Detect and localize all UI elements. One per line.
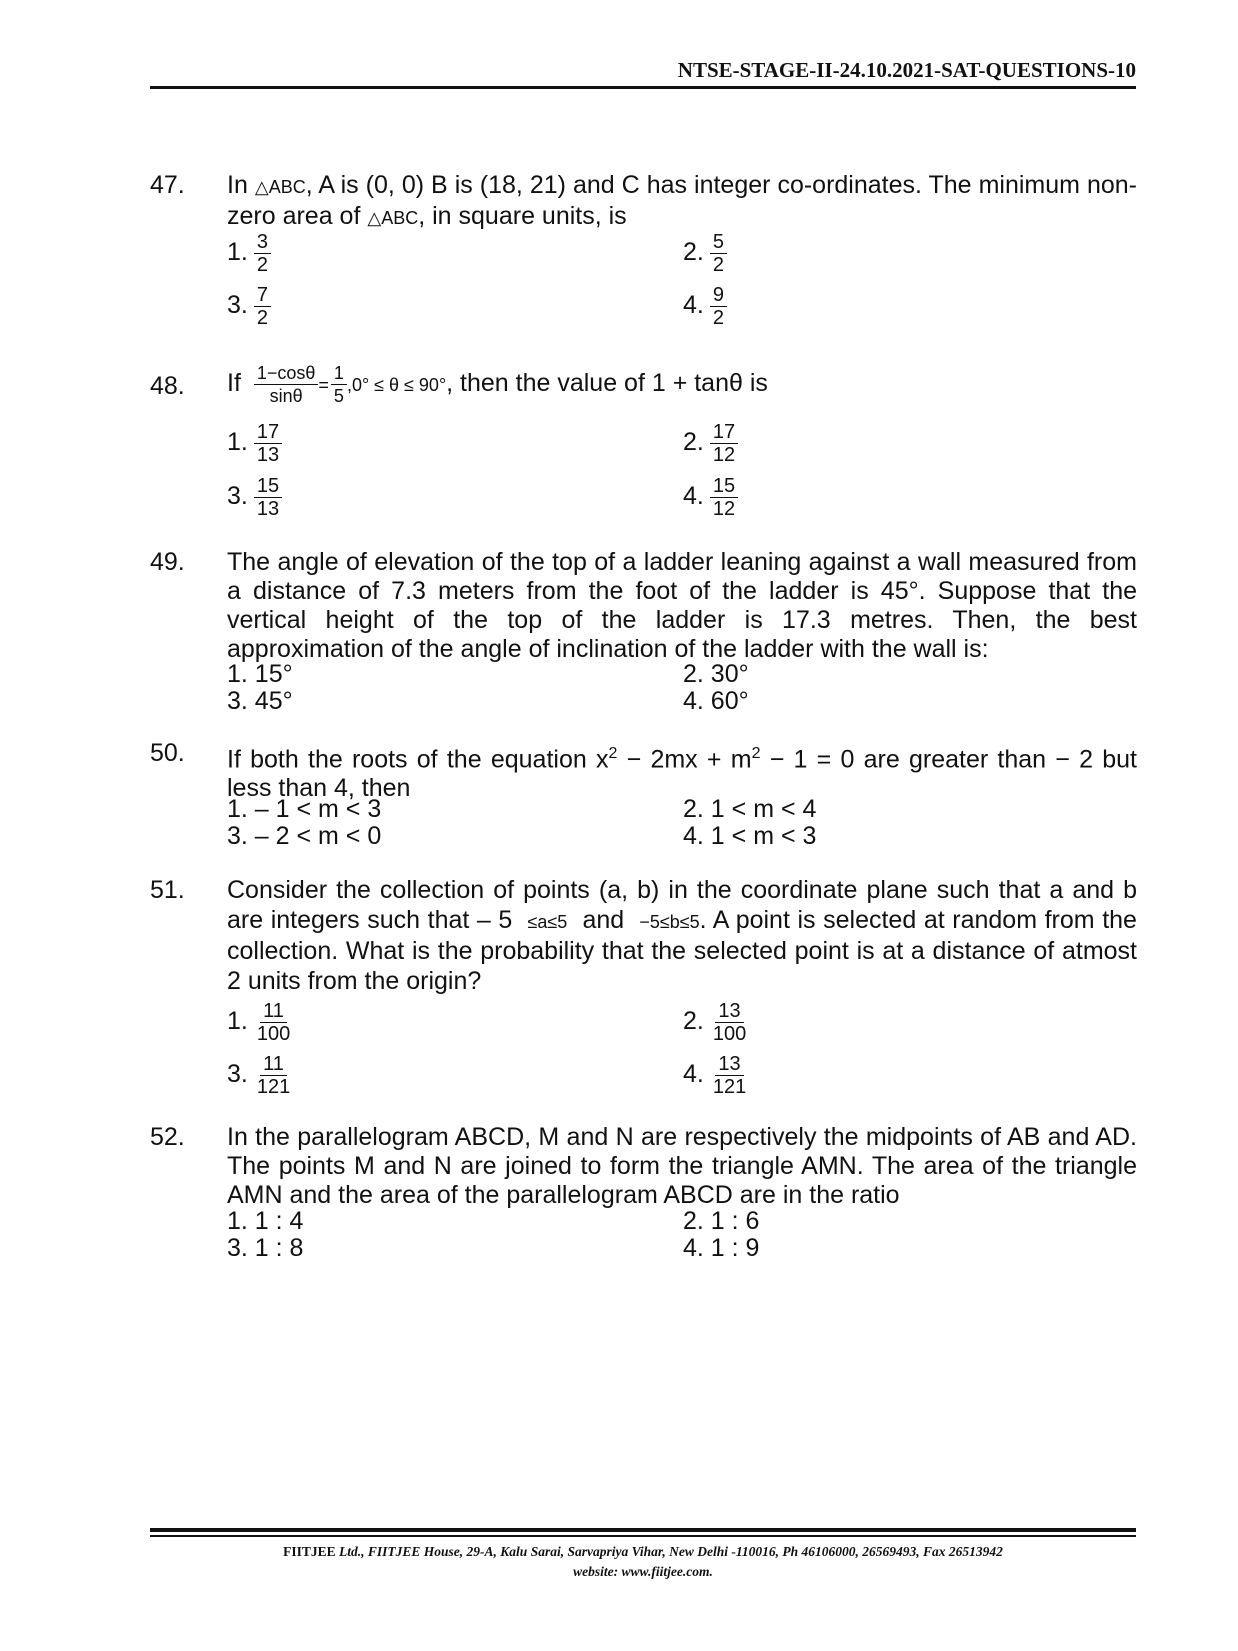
option-1[interactable]: 1. – 1 < m < 3 xyxy=(227,795,382,823)
option-1[interactable]: 1. 1 : 4 xyxy=(227,1207,304,1235)
option-4[interactable]: 4. 1 < m < 3 xyxy=(683,822,817,850)
fraction: $\frac{15}{12}$ xyxy=(710,475,738,520)
question-number: 48. xyxy=(150,372,185,400)
option-1[interactable]: 1. $\frac{3}{2}$ xyxy=(227,231,271,276)
triangle-symbol: △ABC xyxy=(254,177,306,197)
fraction: $\frac{17}{13}$ xyxy=(254,421,282,466)
fraction: $\frac{7}{2}$ xyxy=(254,284,271,329)
question-text: In △ABC, A is (0, 0) B is (18, 21) and C has integer co-ordinates. The minimum non-zero area of △ABC, in square units, is xyxy=(227,171,1137,230)
option-3[interactable]: 3. $\frac{11}{121}$ xyxy=(227,1053,293,1098)
option-2[interactable]: 2. $\frac{17}{12}$ xyxy=(683,421,738,466)
header-title: NTSE-STAGE-II-24.10.2021-SAT-QUESTIONS-10 xyxy=(677,58,1136,82)
option-3[interactable]: 3. – 2 < m < 0 xyxy=(227,822,382,850)
footer-website[interactable]: website: www.fiitjee.com. xyxy=(573,1564,713,1579)
fraction: $\frac{13}{100}$ xyxy=(712,1000,747,1045)
question-text: In the parallelogram ABCD, M and N are respectively the midpoints of AB and AD. The points M and N are joined to form the triangle AMN. The area of the triangle AMN and the area of the parallelogram ABCD are in the ratio xyxy=(227,1123,1137,1209)
option-1[interactable]: 1. $\frac{17}{13}$ xyxy=(227,421,282,466)
option-2[interactable]: 2. 1 : 6 xyxy=(683,1207,760,1235)
question-number: 50. xyxy=(150,739,185,767)
fraction: $\frac{11}{121}$ xyxy=(256,1053,291,1098)
fraction: $\frac{17}{12}$ xyxy=(710,421,738,466)
fraction: $\frac{9}{2}$ xyxy=(710,284,727,329)
fraction: $\frac{13}{121}$ xyxy=(712,1053,747,1098)
question-text: Consider the collection of points (a, b) in the coordinate plane such that a and b are integers such that – 5 ≤a≤5 and −5≤b≤5. A point is selected at random from the collection. What is the probability that the selected point is at a distance of atmost 2 units from the origin? xyxy=(227,876,1137,995)
option-1[interactable]: 1. 15° xyxy=(227,660,293,688)
option-1[interactable]: 1. $\frac{11}{100}$ xyxy=(227,1000,293,1045)
footer-address: FIITJEE Ltd., FIITJEE House, 29-A, Kalu Sarai, Sarvapriya Vihar, New Delhi -110016, Ph 46106000, 26569493, Fax 26513942 xyxy=(283,1544,1003,1559)
option-4[interactable]: 4. $\frac{13}{121}$ xyxy=(683,1053,749,1098)
fraction: $\frac{11}{100}$ xyxy=(256,1000,291,1045)
question-number: 52. xyxy=(150,1123,185,1151)
question-text: The angle of elevation of the top of a ladder leaning against a wall measured from a distance of 7.3 meters from the foot of the ladder is 45°. Suppose that the vertical height of the top of the ladder is 17.3 metres. Then, the best approximation of the angle of inclination of the ladder with the wall is: xyxy=(227,548,1137,663)
fraction: $\frac{1}{5}$ xyxy=(331,362,347,407)
fraction: $\frac{5}{2}$ xyxy=(710,231,727,276)
fraction: $\frac{15}{13}$ xyxy=(254,475,282,520)
fraction: $\frac{3}{2}$ xyxy=(254,231,271,276)
option-4[interactable]: 4. 1 : 9 xyxy=(683,1234,760,1262)
option-4[interactable]: 4. 60° xyxy=(683,687,749,715)
option-3[interactable]: 3. 45° xyxy=(227,687,293,715)
fraction: $\frac{1-\cos\theta}{\sin\theta}$ xyxy=(254,362,319,407)
option-3[interactable]: 3. $\frac{7}{2}$ xyxy=(227,284,271,329)
footer-divider xyxy=(150,1535,1136,1537)
footer-divider xyxy=(150,1528,1136,1532)
footer-brand: FIITJEE xyxy=(283,1544,336,1559)
option-4[interactable]: 4. $\frac{15}{12}$ xyxy=(683,475,738,520)
option-3[interactable]: 3. 1 : 8 xyxy=(227,1234,304,1262)
option-2[interactable]: 2. 30° xyxy=(683,660,749,688)
header-divider xyxy=(150,86,1136,89)
question-number: 47. xyxy=(150,171,185,199)
option-3[interactable]: 3. $\frac{15}{13}$ xyxy=(227,475,282,520)
option-2[interactable]: 2. 1 < m < 4 xyxy=(683,795,817,823)
question-number: 51. xyxy=(150,876,185,904)
triangle-symbol: △ABC xyxy=(367,208,419,228)
option-4[interactable]: 4. $\frac{9}{2}$ xyxy=(683,284,727,329)
option-2[interactable]: 2. $\frac{5}{2}$ xyxy=(683,231,727,276)
question-number: 49. xyxy=(150,548,185,576)
question-text: If $\frac{1-\cos\theta}{\sin\theta}$ = $\frac{1}{5}$ ,0° ≤ θ ≤ 90°, then the value of 1 + tanθ is xyxy=(227,363,768,406)
question-text: If both the roots of the equation $x^2 - 2mx + m^2 - 1 = 0$ are greater than − 2 but less than 4, then xyxy=(227,745,1137,803)
option-2[interactable]: 2. $\frac{13}{100}$ xyxy=(683,1000,749,1045)
